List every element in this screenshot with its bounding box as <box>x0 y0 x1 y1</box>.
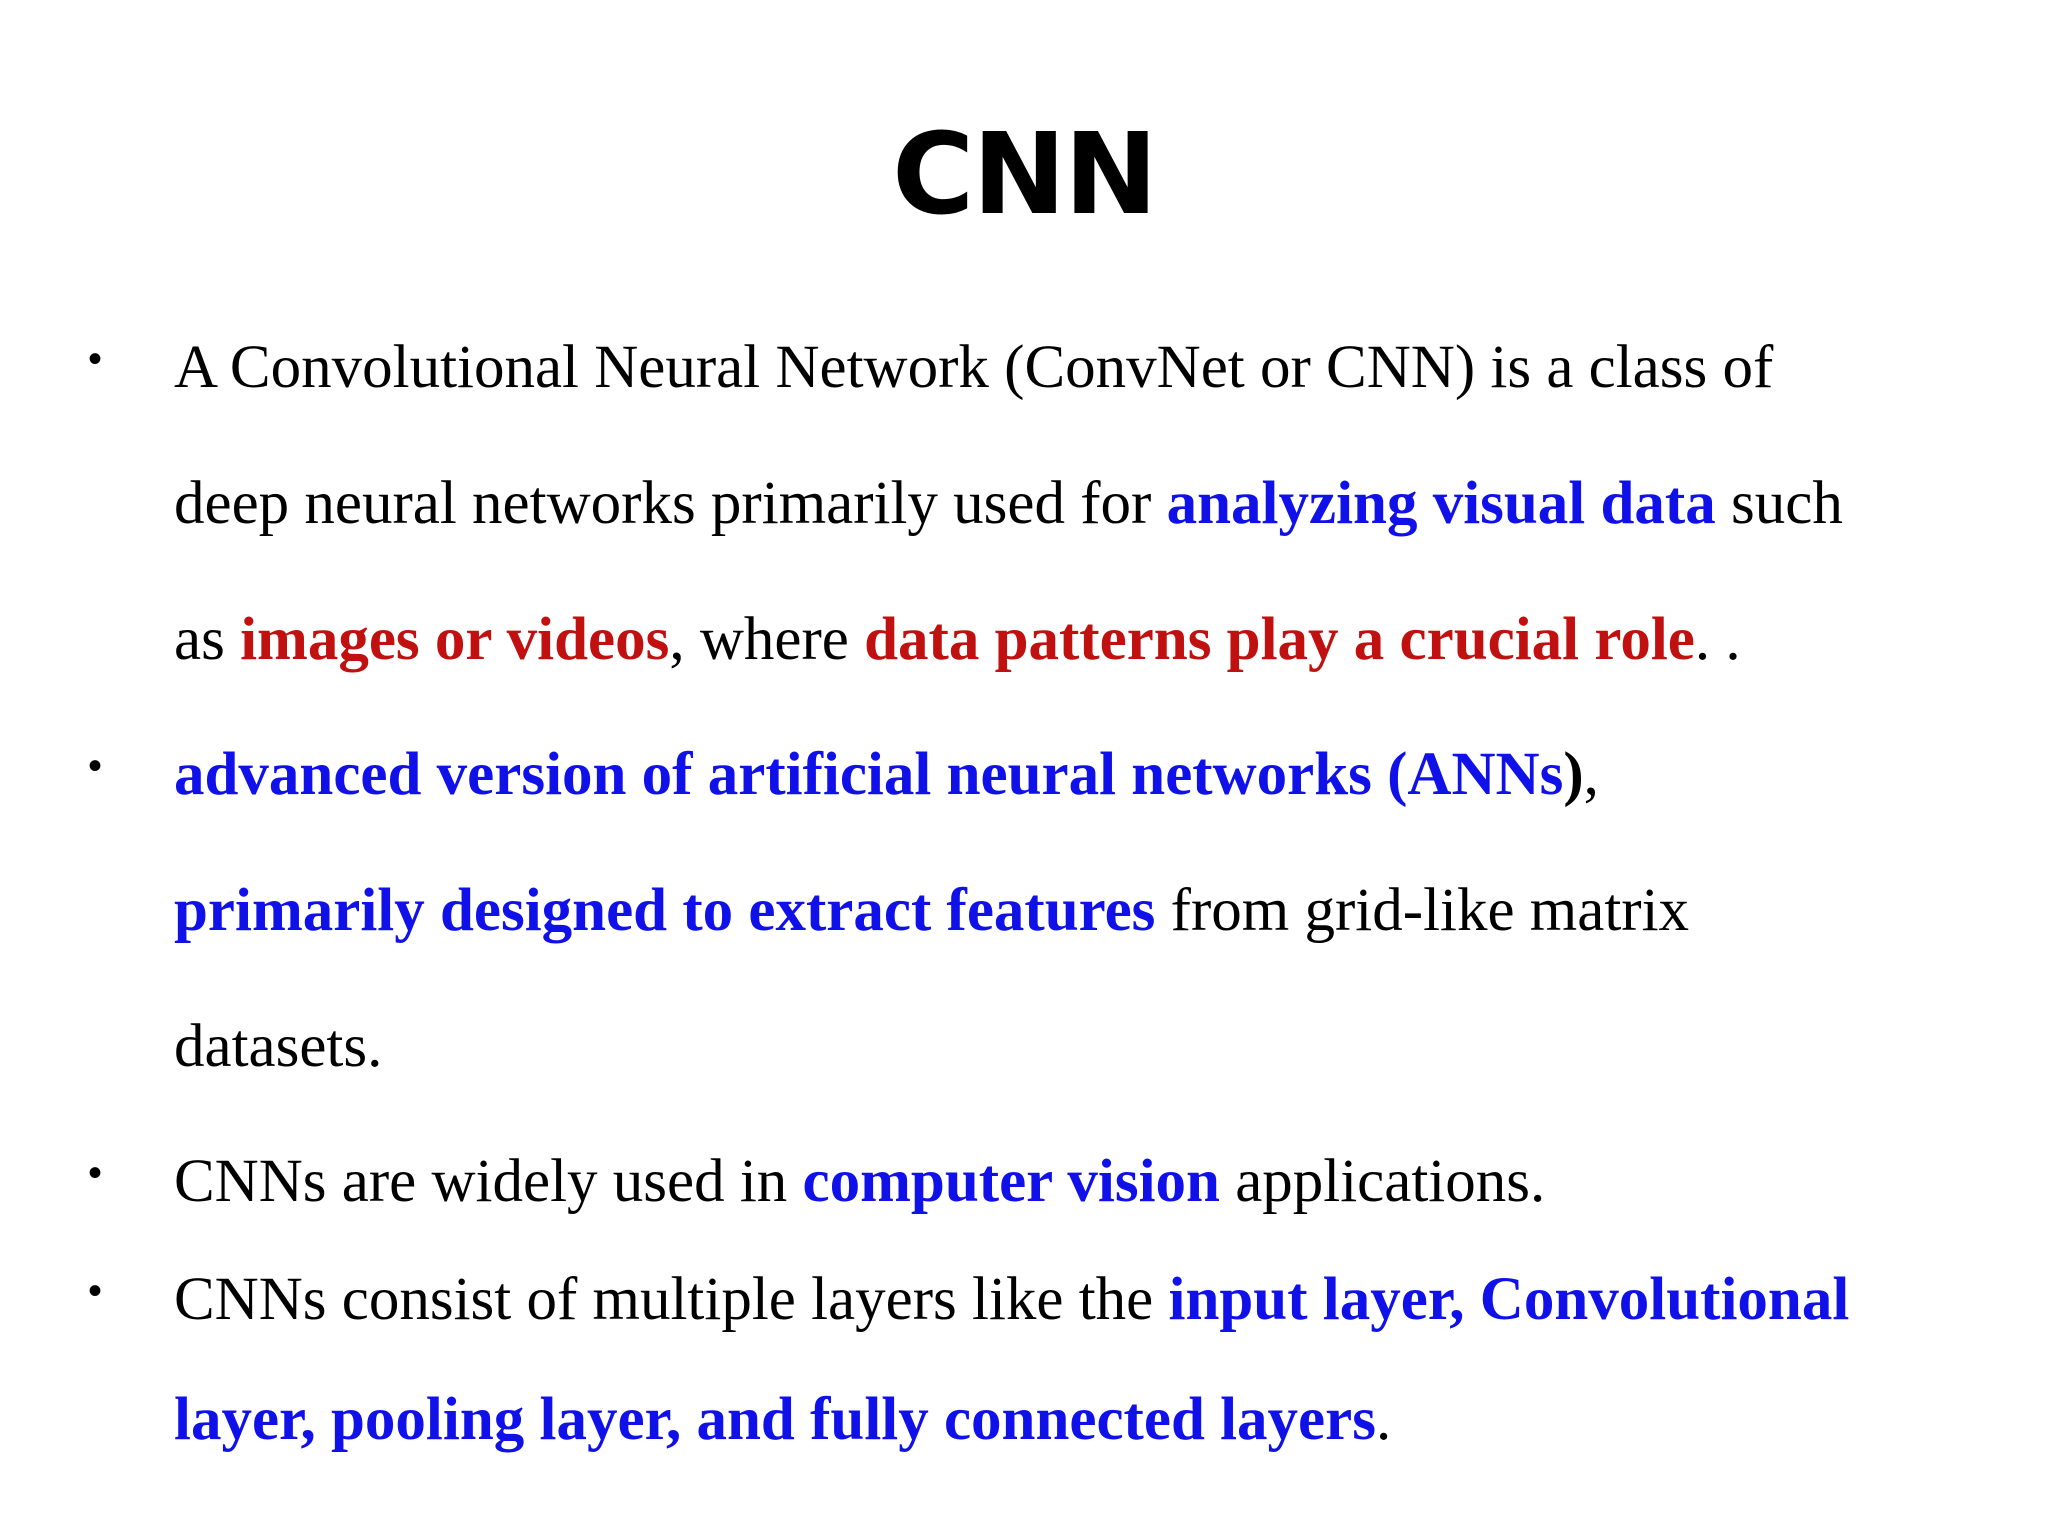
highlighted-text: layer, pooling layer, and fully connected layers <box>174 1386 1376 1453</box>
text-run: , <box>1583 741 1599 808</box>
bullet-marker: • <box>88 337 103 381</box>
highlighted-text: computer vision <box>802 1148 1220 1215</box>
bullet-marker: • <box>88 1269 103 1313</box>
bullet-3-line-1 <box>174 1147 1545 1217</box>
bullet-1-line-2 <box>174 469 1843 539</box>
highlighted-text: data patterns play a crucial role <box>864 606 1695 673</box>
bullet-2-line-1 <box>174 740 1599 810</box>
text-run: . . <box>1694 606 1741 673</box>
bullet-2-line-2 <box>174 876 1689 946</box>
text-run: deep neural networks primarily used for <box>174 470 1167 537</box>
bullet-marker: • <box>88 744 103 788</box>
text-run: from grid-like matrix <box>1155 877 1690 944</box>
text-run: applications. <box>1219 1148 1546 1215</box>
text-run: , where <box>669 606 865 673</box>
highlighted-text: images or videos <box>240 606 670 673</box>
text-run: CNNs consist of multiple layers like the <box>174 1266 1169 1333</box>
highlighted-text: input layer, Convolutional <box>1168 1266 1850 1333</box>
text-run: CNNs are widely used in <box>174 1148 803 1215</box>
text-run: A Convolutional Neural Network (ConvNet or CNN) is a class of <box>174 334 1774 401</box>
text-run: . <box>1375 1386 1392 1453</box>
text-run: such <box>1715 470 1843 537</box>
bullet-1-line-1 <box>174 333 1773 403</box>
highlighted-text: advanced version of artificial neural networks (ANNs <box>174 741 1564 808</box>
text-run: as <box>174 606 241 673</box>
bullet-marker: • <box>88 1151 103 1195</box>
slide-title: CNN <box>892 110 1156 240</box>
bullet-4-line-2 <box>174 1385 1391 1455</box>
bullet-2-line-3 <box>174 1012 382 1082</box>
bullet-1-line-3 <box>174 605 1741 675</box>
highlighted-text: ) <box>1563 741 1584 808</box>
bullet-4-line-1 <box>174 1265 1849 1335</box>
highlighted-text: primarily designed to extract features <box>174 877 1156 944</box>
highlighted-text: analyzing visual data <box>1166 470 1716 537</box>
text-run: datasets. <box>174 1013 383 1080</box>
